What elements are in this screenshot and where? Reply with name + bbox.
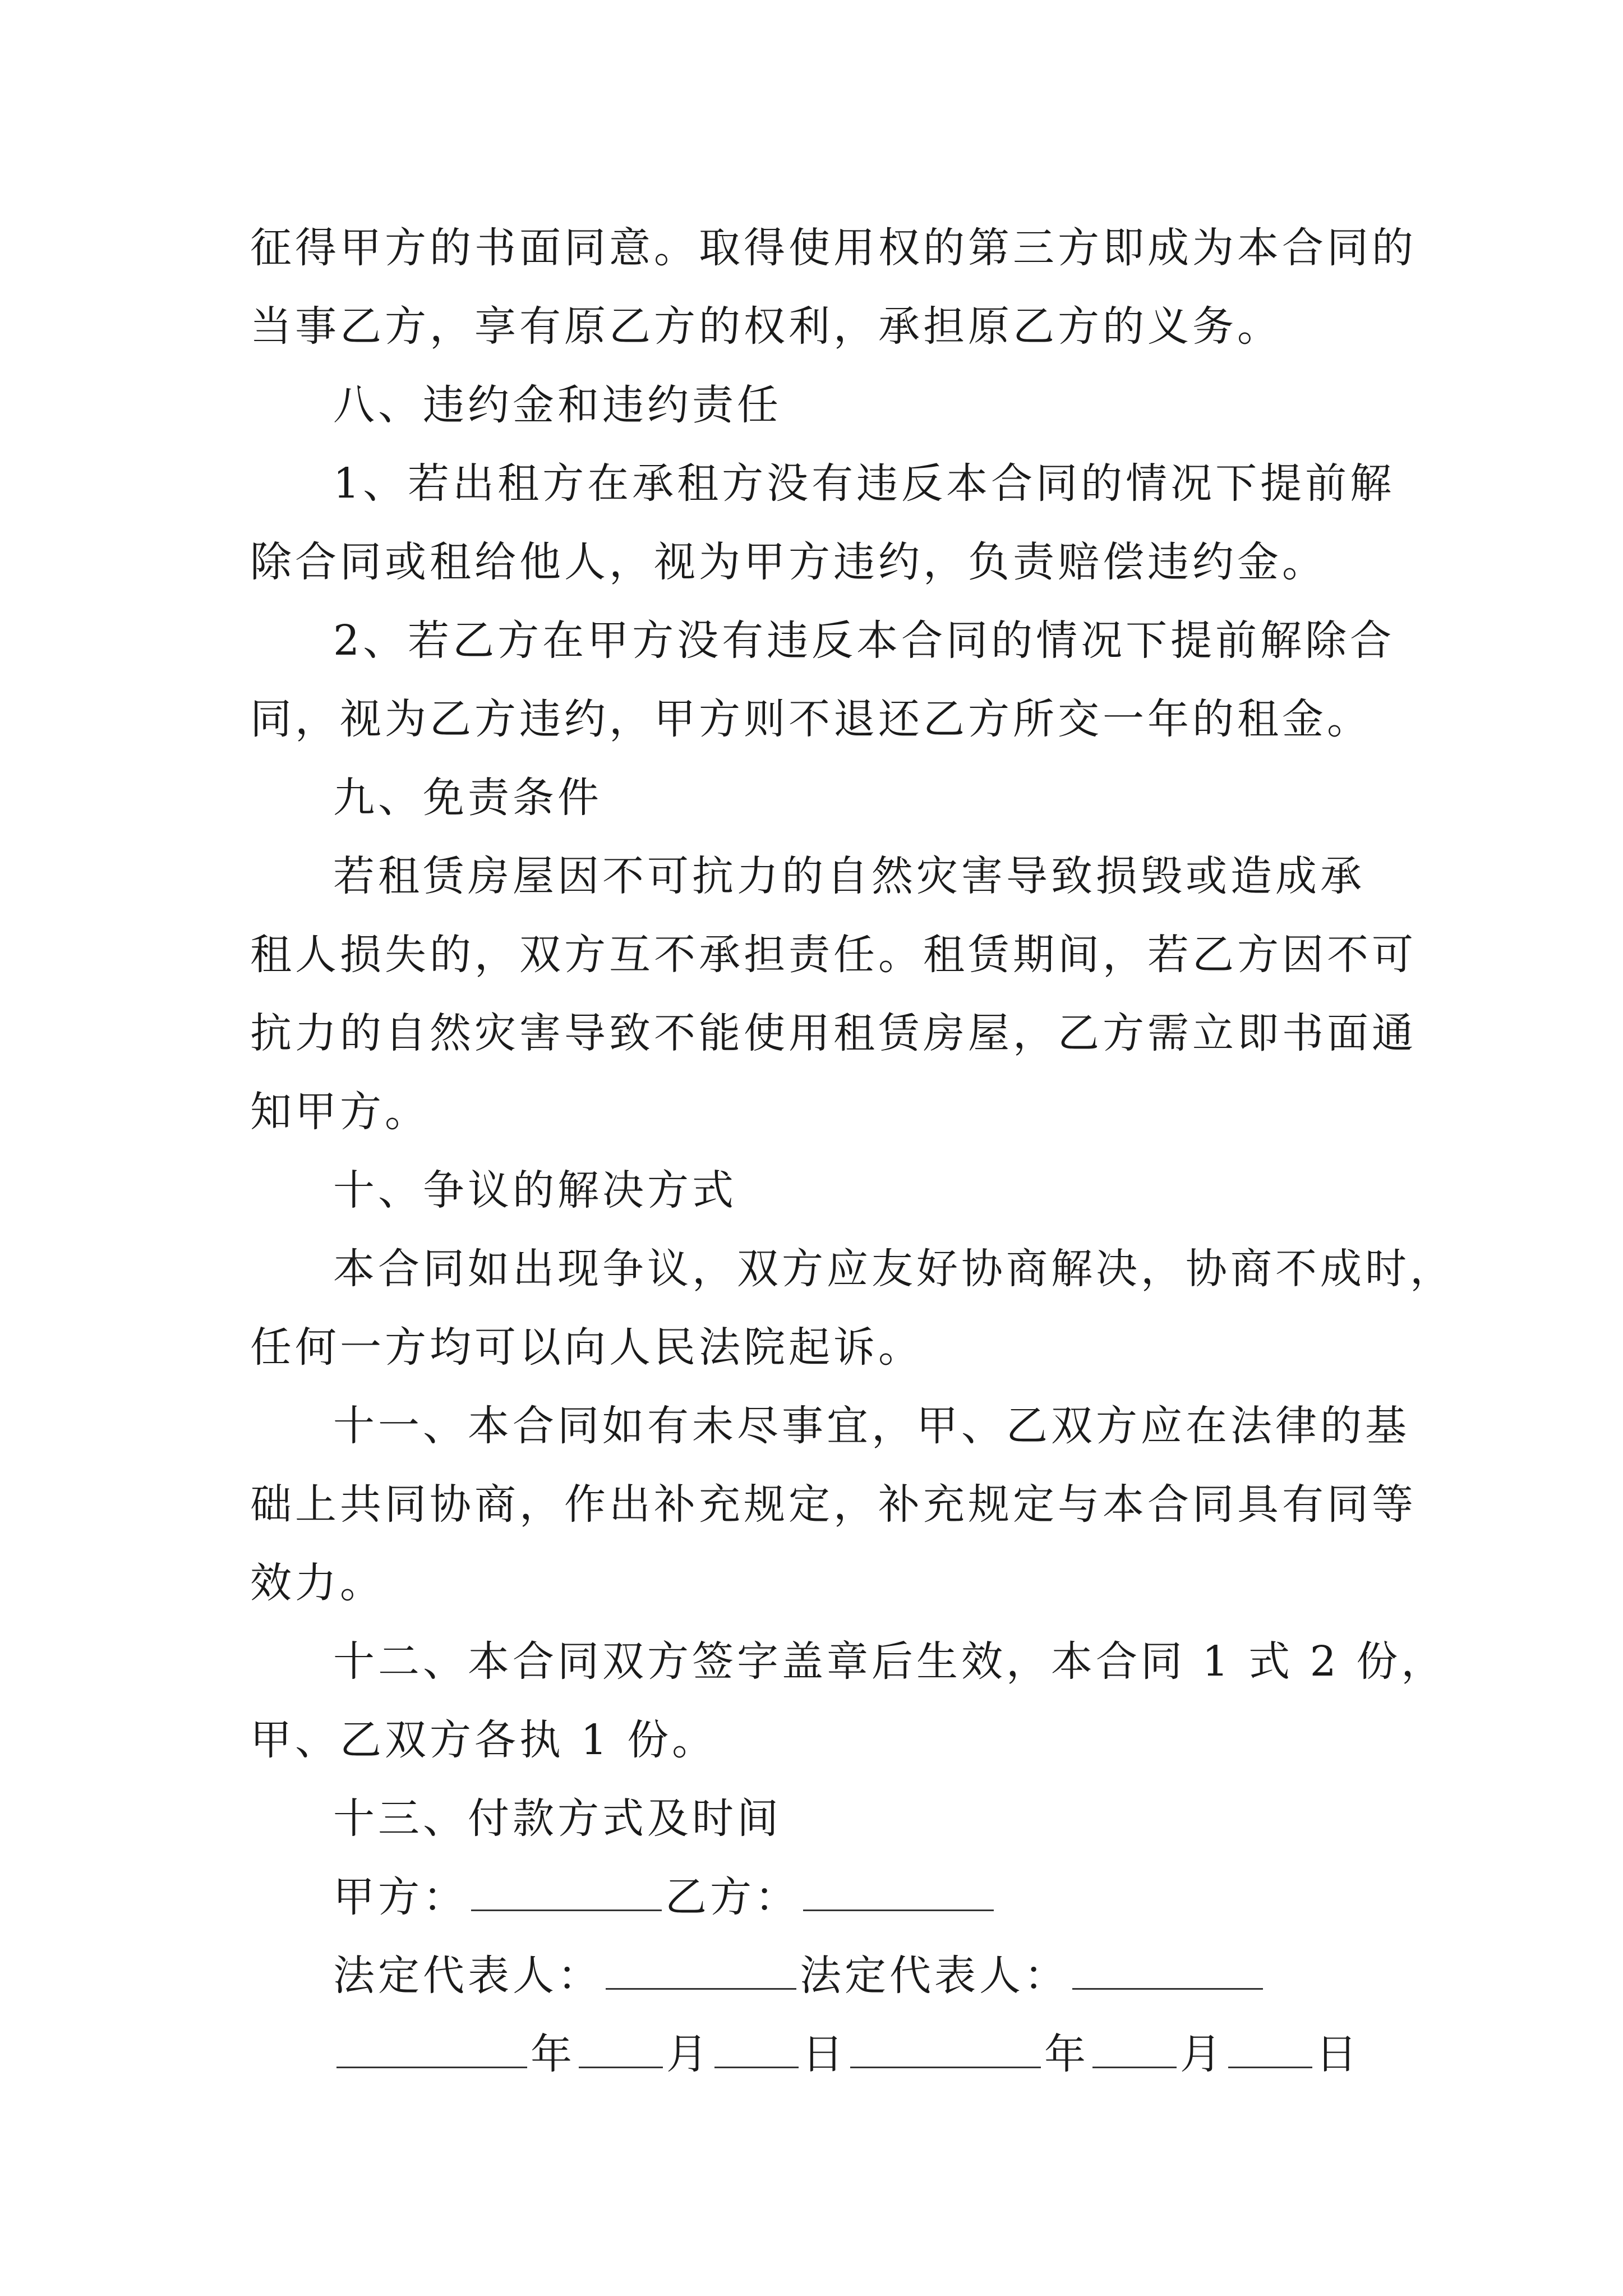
- paragraph-line: 抗力的自然灾害导致不能使用租赁房屋，乙方需立即书面通: [250, 1009, 1417, 1057]
- paragraph-line: 除合同或租给他人，视为甲方违约，负责赔偿违约金。: [250, 538, 1327, 586]
- paragraph-line: 础上共同协商，作出补充规定，补充规定与本合同具有同等: [250, 1480, 1417, 1529]
- paragraph-line: 租人损失的，双方互不承担责任。租赁期间，若乙方因不可: [250, 931, 1417, 979]
- year-label: 年: [531, 2030, 575, 2078]
- paragraph-line: 甲、乙双方各执 1 份。: [250, 1716, 717, 1764]
- section-heading: 八、违约金和违约责任: [333, 381, 782, 429]
- date-b-year-blank[interactable]: [850, 2017, 1041, 2068]
- paragraph-line: 本合同如出现争议，双方应友好协商解决，协商不成时，: [333, 1245, 1455, 1293]
- paragraph-line: 知甲方。: [250, 1088, 430, 1136]
- date-a-day-blank[interactable]: [714, 2017, 799, 2068]
- signature-date-line: [250, 2015, 1383, 2093]
- signature-parties-line: [250, 1858, 1383, 1936]
- rep-b-label: 法定代表人：: [800, 1952, 1069, 2000]
- month-label: 月: [1180, 2030, 1225, 2078]
- rep-b-blank[interactable]: [1072, 1939, 1263, 1990]
- paragraph-line: 若租赁房屋因不可抗力的自然灾害导致损毁或造成承: [333, 852, 1365, 900]
- party-a-blank[interactable]: [471, 1860, 662, 1911]
- paragraph-line: 效力。: [250, 1559, 385, 1607]
- year-label: 年: [1044, 2030, 1089, 2078]
- paragraph-line: 当事乙方，享有原乙方的权利，承担原乙方的义务。: [250, 302, 1282, 351]
- paragraph-line: 1、若出租方在承租方没有违反本合同的情况下提前解: [333, 459, 1395, 508]
- date-b-month-blank[interactable]: [1092, 2017, 1177, 2068]
- document-body: [250, 209, 1455, 2093]
- paragraph-line: 征得甲方的书面同意。取得使用权的第三方即成为本合同的: [250, 224, 1417, 272]
- date-a-month-blank[interactable]: [579, 2017, 663, 2068]
- section-heading: 十、争议的解决方式: [333, 1166, 737, 1214]
- paragraph-line: 十二、本合同双方签字盖章后生效，本合同 1 式 2 份，: [333, 1637, 1446, 1686]
- date-b-day-blank[interactable]: [1228, 2017, 1312, 2068]
- party-a-label: 甲方：: [333, 1873, 468, 1921]
- day-label: 日: [802, 2030, 847, 2078]
- party-b-blank[interactable]: [803, 1860, 994, 1911]
- date-a-year-blank[interactable]: [336, 2017, 527, 2068]
- paragraph-line: 任何一方均可以向人民法院起诉。: [250, 1323, 923, 1372]
- section-heading: 九、免责条件: [333, 774, 602, 822]
- month-label: 月: [666, 2030, 711, 2078]
- day-label: 日: [1316, 2030, 1361, 2078]
- party-b-label: 乙方：: [665, 1873, 800, 1921]
- section-heading: 十三、付款方式及时间: [333, 1795, 782, 1843]
- signature-representatives-line: [250, 1936, 1383, 2015]
- paragraph-line: 2、若乙方在甲方没有违反本合同的情况下提前解除合: [333, 616, 1395, 665]
- paragraph-line: 同，视为乙方违约，甲方则不退还乙方所交一年的租金。: [250, 695, 1372, 743]
- rep-a-blank[interactable]: [606, 1939, 796, 1990]
- paragraph-line: 十一、本合同如有未尽事宜，甲、乙双方应在法律的基: [333, 1402, 1410, 1450]
- rep-a-label: 法定代表人：: [333, 1952, 602, 2000]
